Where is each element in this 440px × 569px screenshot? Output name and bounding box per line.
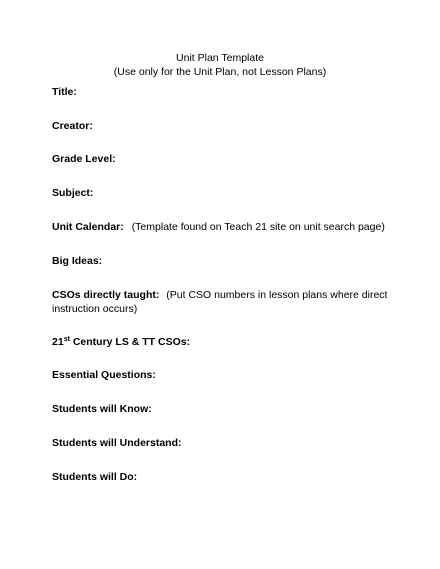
- creator-label: Creator:: [52, 120, 93, 132]
- big-ideas-field: [52, 254, 102, 268]
- csos-field: [52, 288, 392, 316]
- students-understand-label: Students will Understand:: [52, 437, 182, 449]
- title-label: Title:: [52, 86, 77, 98]
- century-superscript: st: [63, 336, 70, 343]
- century-rest: Century LS & TT CSOs:: [69, 336, 191, 348]
- unit-calendar-note: (Template found on Teach 21 site on unit search page): [131, 221, 385, 233]
- csos-note: (Put CSO numbers in lesson plans where direct instruction occurs): [52, 289, 388, 315]
- essential-questions-label: Essential Questions:: [52, 369, 156, 381]
- unit-calendar-field: [52, 220, 385, 234]
- grade-level-label: Grade Level:: [52, 153, 116, 165]
- century-prefix: 21: [52, 336, 64, 348]
- century-csos-label: [52, 336, 190, 348]
- students-understand-field: [52, 436, 182, 450]
- unit-calendar-label: Unit Calendar:: [52, 221, 124, 233]
- century-csos-field: [52, 335, 190, 349]
- document-title: Unit Plan Template: [176, 52, 264, 64]
- students-do-label: Students will Do:: [52, 471, 138, 483]
- students-do-field: [52, 470, 137, 484]
- creator-field: [52, 119, 93, 133]
- big-ideas-label: Big Ideas:: [52, 255, 103, 267]
- grade-level-field: [52, 152, 116, 166]
- document-subtitle: (Use only for the Unit Plan, not Lesson Plans): [113, 66, 327, 78]
- title-field: [52, 85, 77, 99]
- document-header: [0, 51, 440, 79]
- students-know-field: [52, 402, 152, 416]
- students-know-label: Students will Know:: [52, 403, 152, 415]
- subject-field: [52, 186, 93, 200]
- subject-label: Subject:: [52, 187, 94, 199]
- csos-label: CSOs directly taught:: [52, 289, 160, 301]
- essential-questions-field: [52, 368, 156, 382]
